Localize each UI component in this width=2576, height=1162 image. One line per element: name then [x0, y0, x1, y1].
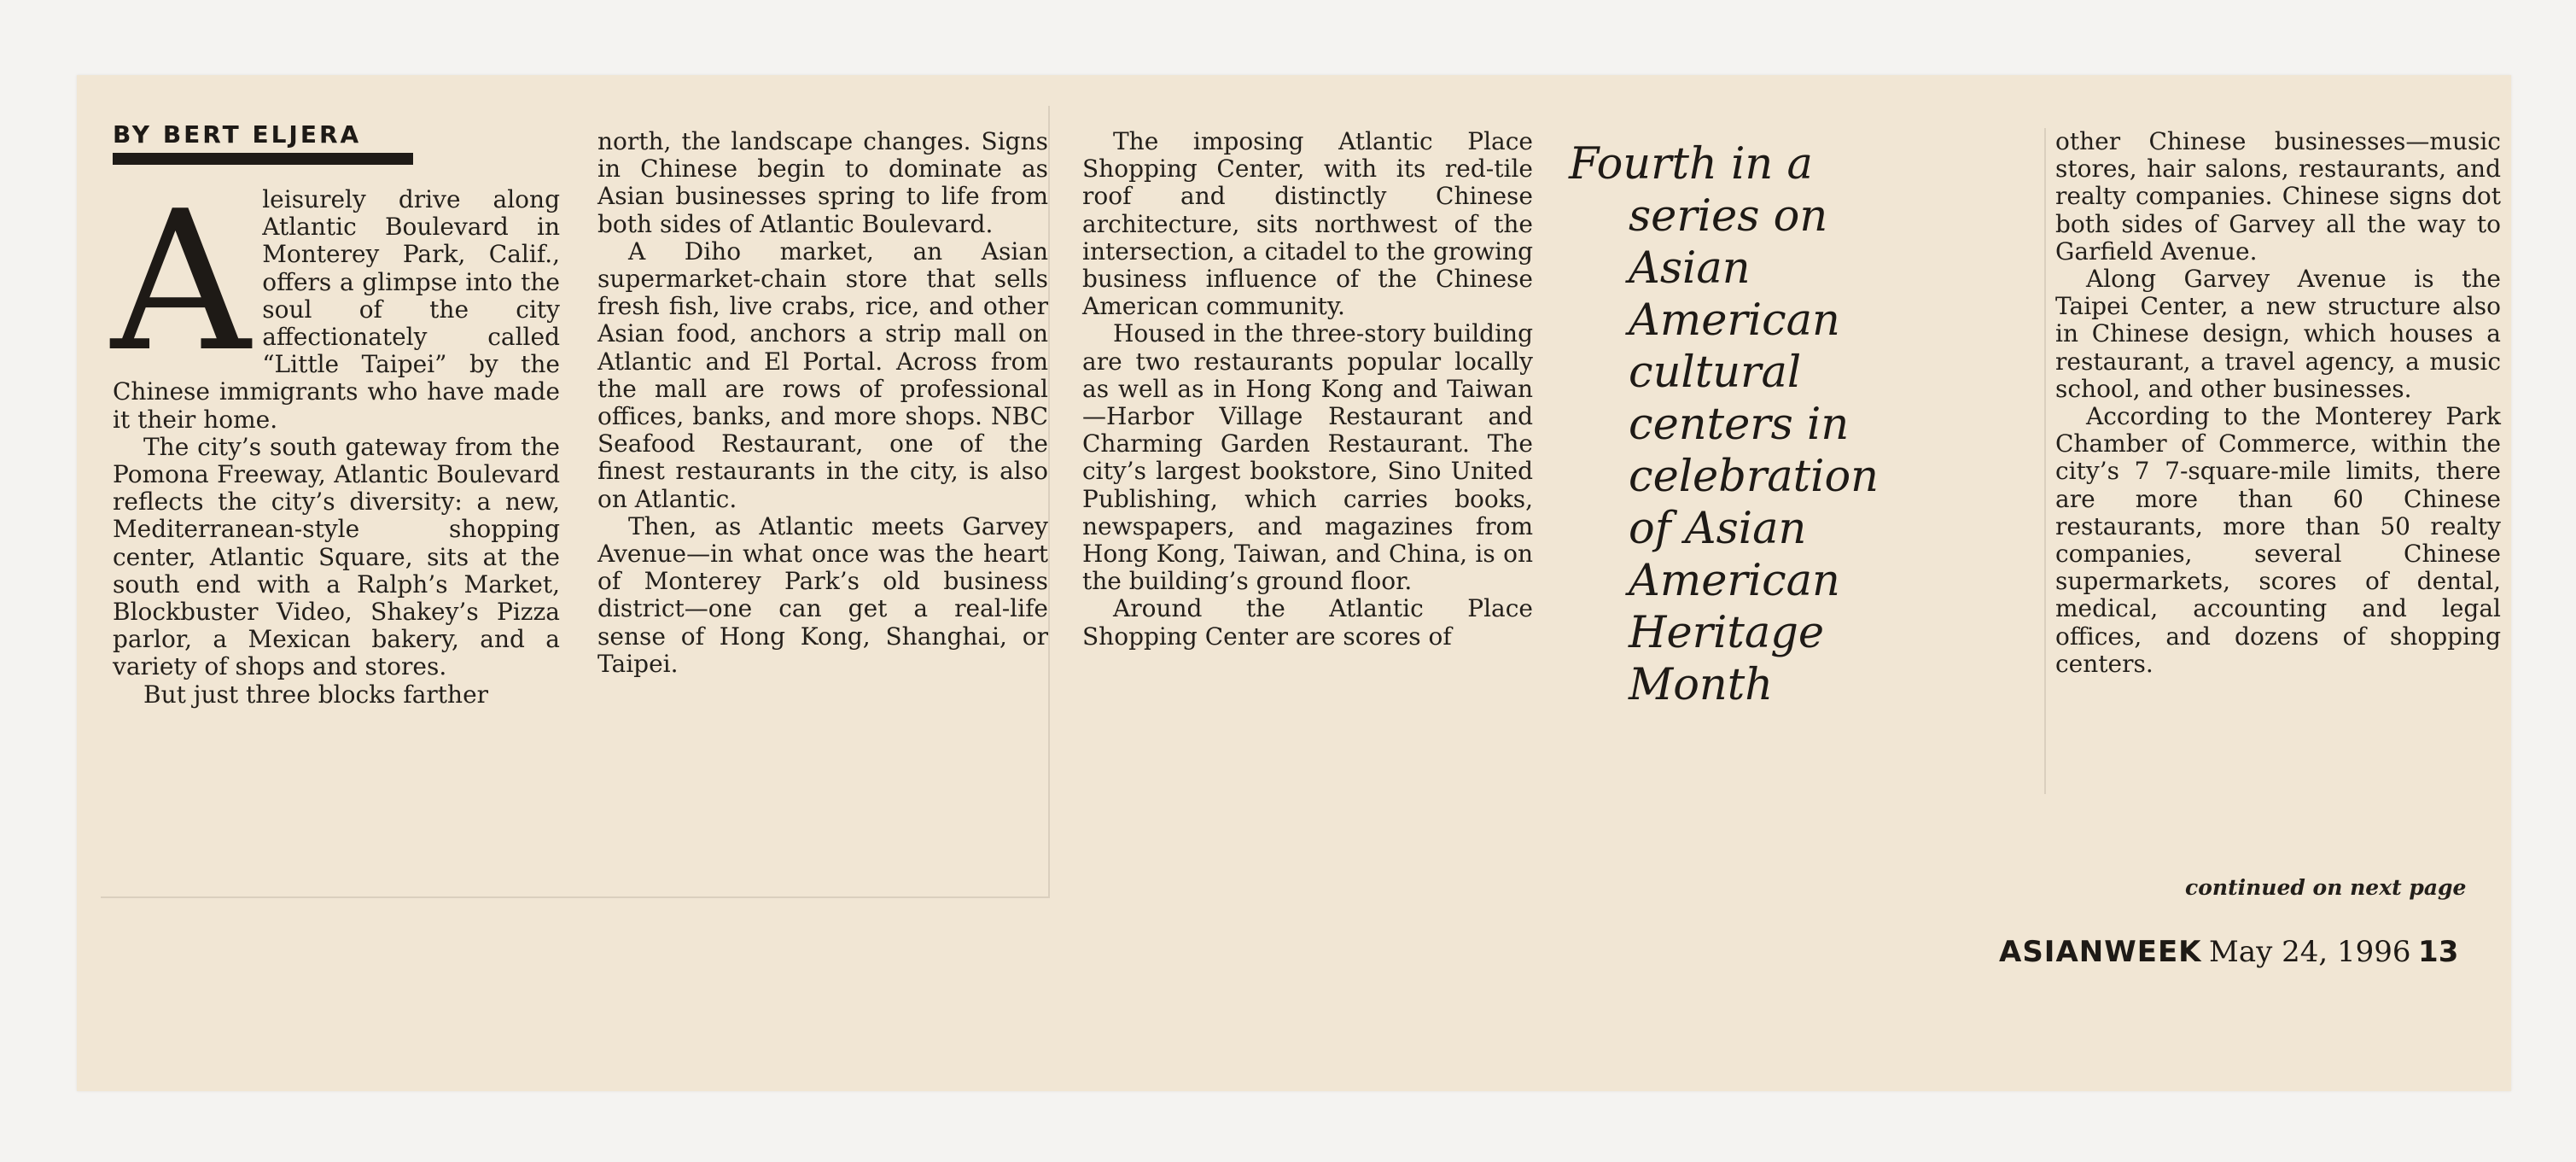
page-number: 13 [2418, 935, 2459, 969]
callout-line: Month [1629, 660, 1774, 710]
callout-line: of Asian [1629, 504, 1807, 554]
callout-line: Asian [1629, 243, 1751, 294]
drop-cap: A [111, 170, 251, 394]
article-column-3 [1082, 128, 1533, 651]
paragraph: But just three blocks farther [143, 680, 489, 709]
column-rule [1048, 106, 1050, 898]
callout-line: centers in [1629, 400, 1850, 450]
article-column-2 [597, 128, 1048, 678]
byline: BY BERT ELJERA [113, 120, 362, 149]
column-rule [101, 896, 1048, 898]
issue-date: May 24, 1996 [2209, 935, 2411, 969]
article-column-1 [111, 170, 560, 709]
byline-rule [113, 153, 413, 165]
paragraph-text: leisurely drive along Atlantic Boulevard in Monterey Park, Calif., offers a glimpse into the soul of the city affectionately called “Little Taipei” by the Chinese immigrants who have made it their home. [113, 185, 560, 434]
paragraph: other Chinese businesses—music stores, hair salons, restaurants, and realty companies. Chinese signs dot both sides of Garvey all the way to Garfield Avenue. [2055, 127, 2501, 266]
column-rule [2044, 128, 2046, 794]
paragraph: Then, as Atlantic meets Garvey Avenue—in what once was the heart of Monterey Park’s old business district—one can get a real-life sense of Hong Kong, Shanghai, or Taipei. [597, 511, 1048, 678]
paragraph: Housed in the three-story building are two restaurants popular locally as well as in Hong Kong and Taiwan—Harbor Village Restaurant and Charming Garden Restaurant. The city’s largest bookstore, Sino United Publishing, which carries books, newspapers, and magazines from Hong Kong, Taiwan, and China, is on the building’s ground floor. [1082, 319, 1533, 596]
callout-line: cultural [1629, 347, 1802, 398]
paragraph: According to the Monterey Park Chamber of Commerce, within the city’s 7 7-square-mile limits, there are more than 60 Chinese restaurants, more than 50 realty companies, several Chinese supermarkets, scores of dental, medical, accounting and legal offices, and dozens of shopping centers. [2055, 402, 2501, 678]
paragraph: north, the landscape changes. Signs in Chinese begin to dominate as Asian businesses spring to life from both sides of Atlantic Boulevard. [597, 127, 1048, 238]
paragraph [111, 170, 560, 434]
publication-name: ASIANWEEK [1999, 935, 2202, 969]
paragraph: A Diho market, an Asian supermarket-chain store that sells fresh fish, live crabs, rice, and other Asian food, anchors a strip mall on Atlantic and El Portal. Across from the mall are rows of professional offices, banks, and more shops. NBC Seafood Restaurant, one of the finest restaurants in the city, is also on Atlantic. [597, 236, 1048, 513]
paragraph: The imposing Atlantic Place Shopping Center, with its red-tile roof and distinctly Chinese architecture, sits northwest of the intersection, a citadel to the growing business influence of the Chinese American community. [1082, 127, 1533, 321]
callout-line: celebration [1629, 452, 1880, 502]
callout-line: Fourth in a [1569, 139, 1813, 190]
callout-line: American [1629, 556, 1840, 606]
callout-line: series on [1629, 191, 1828, 242]
series-callout [1569, 138, 1879, 711]
callout-line: Heritage [1629, 608, 1825, 658]
callout-line: American [1629, 295, 1840, 346]
continued-note: continued on next page [2185, 875, 2467, 900]
paragraph: Around the Atlantic Place Shopping Center are scores of [1082, 594, 1533, 651]
page-folio [1999, 935, 2458, 969]
paragraph: Along Garvey Avenue is the Taipei Center, a new structure also in Chinese design, which houses a restaurant, a travel agency, a music school, and other businesses. [2055, 265, 2501, 403]
article-column-5 [2055, 128, 2501, 678]
paragraph: The city’s south gateway from the Pomona Freeway, Atlantic Boulevard reflects the city’s diversity: a new, Mediterranean-style shopping center, Atlantic Square, sits at the south end with a Ralph’s Market, Blockbuster Video, Shakey’s Pizza parlor, a Mexican bakery, and a variety of shops and stores. [113, 432, 560, 681]
